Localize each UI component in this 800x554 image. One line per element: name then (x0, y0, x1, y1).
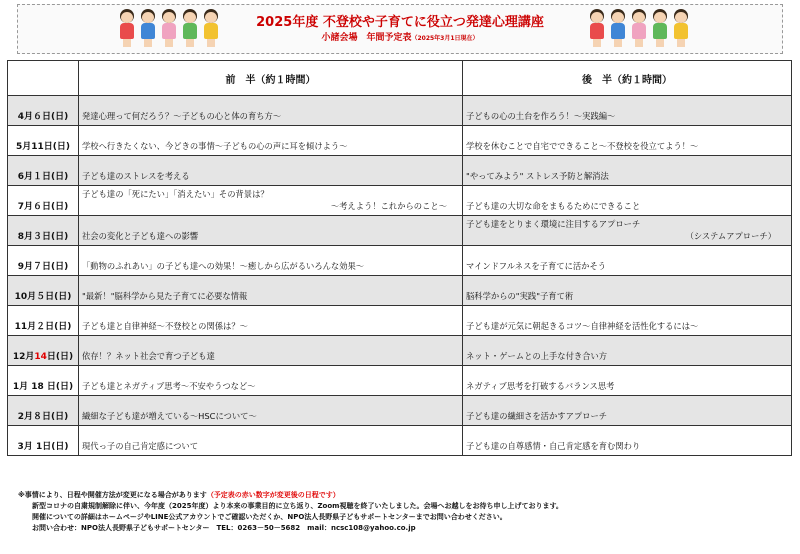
topic-line-continued: ～考えよう！これからのこと～ (330, 201, 447, 211)
topic-line-continued: （システムアプローチ） (685, 231, 776, 241)
first-half-topic: 子ども達と自律神経～不登校との関係は？～ (79, 306, 463, 336)
table-row (8, 426, 792, 456)
second-half-topic (463, 216, 792, 246)
topic-line: 子ども達の「死にたい」「消えたい」その背景は？ (82, 189, 269, 199)
note-details: 開催についての詳細はホームページやLINE公式アカウントでご確認いただくか、NPO法人長野県子どもサポートセンターまでお問い合わせください。 (32, 513, 507, 521)
second-half-topic: 子ども達の大切な命をまもるためにできること (463, 186, 792, 216)
second-half-topic: "やってみよう" ストレス予防と解消法 (463, 156, 792, 186)
first-half-topic: 社会の変化と子ども達への影響 (79, 216, 463, 246)
changed-day: 14 (34, 352, 47, 362)
note-change-notice (18, 490, 563, 501)
table-row (8, 186, 792, 216)
topic-line: 子ども達をとりまく環境に注目するアプローチ (466, 219, 641, 229)
session-date: 3月 1日(日) (8, 426, 79, 456)
first-half-topic: 現代っ子の自己肯定感について (79, 426, 463, 456)
table-row (8, 156, 792, 186)
table-row (8, 126, 792, 156)
table-row (8, 306, 792, 336)
table-row (8, 276, 792, 306)
note-text: ※事情により、日程や開催方法が変更になる場合があります (18, 491, 207, 499)
header-banner (17, 4, 783, 54)
first-half-topic: 子ども達のストレスを考える (79, 156, 463, 186)
table-row (8, 366, 792, 396)
as-of-date: （2025年3月1日現在） (411, 35, 479, 42)
session-date: 5月11日(日) (8, 126, 79, 156)
footer-notes (18, 490, 563, 534)
date-header (8, 61, 79, 96)
table-row (8, 336, 792, 366)
session-date: 11月２日(日) (8, 306, 79, 336)
second-half-header: 後 半（約１時間） (463, 61, 792, 96)
note-red-text: （予定表の赤い数字が変更後の日程です） (206, 491, 340, 499)
session-date: 2月８日(日) (8, 396, 79, 426)
second-half-topic: ネット・ゲームとの上手な付き合い方 (463, 336, 792, 366)
second-half-topic: 子ども達の自尊感情・自己肯定感を育む関わり (463, 426, 792, 456)
first-half-topic: 発達心理って何だろう？～子どもの心と体の育ち方～ (79, 96, 463, 126)
table-row (8, 246, 792, 276)
table-row (8, 396, 792, 426)
second-half-topic: 子ども達の繊細さを活かすアプローチ (463, 396, 792, 426)
table-header-row (8, 61, 792, 96)
session-date: 10月５日(日) (8, 276, 79, 306)
page-subtitle (18, 30, 782, 43)
date-month: 12月 (12, 352, 35, 362)
first-half-topic: "最新！"脳科学から見た子育てに必要な情報 (79, 276, 463, 306)
session-date: 4月６日(日) (8, 96, 79, 126)
second-half-topic: マインドフルネスを子育てに活かそう (463, 246, 792, 276)
session-date: 8月３日(日) (8, 216, 79, 246)
second-half-topic: 子どもの心の土台を作ろう！～実践編～ (463, 96, 792, 126)
date-weekday: 日(日) (46, 352, 74, 362)
session-date (8, 336, 79, 366)
first-half-header: 前 半（約１時間） (79, 61, 463, 96)
first-half-topic: 繊細な子ども達が増えている～HSCについて～ (79, 396, 463, 426)
second-half-topic: 子ども達が元気に朝起きるコツ～自律神経を活性化するには～ (463, 306, 792, 336)
second-half-topic: 脳科学からの"実践"子育て術 (463, 276, 792, 306)
note-contact: お問い合わせ：NPO法人長野県子どもサポートセンター TEL：0263－50－5682 mail：ncsc108@yahoo.co.jp (32, 524, 416, 532)
first-half-topic: 「動物のふれあい」の子ども達への効果！～癒しから広がるいろんな効果～ (79, 246, 463, 276)
page-title: 2025年度 不登校や子育てに役立つ発達心理講座 (256, 15, 544, 30)
first-half-topic: 子ども達とネガティブ思考～不安やうつなど～ (79, 366, 463, 396)
session-date: 6月１日(日) (8, 156, 79, 186)
first-half-topic: 依存！？ネット社会で育つ子ども達 (79, 336, 463, 366)
session-date: 7月６日(日) (8, 186, 79, 216)
schedule-table (7, 60, 792, 456)
first-half-topic: 学校へ行きたくない、今どきの事情～子どもの心の声に耳を傾けよう～ (79, 126, 463, 156)
venue-label: 小諸会場 年間予定表 (321, 33, 412, 43)
first-half-topic (79, 186, 463, 216)
note-zoom-ended: 新型コロナの自粛規制解除に伴い、今年度（2025年度）より本来の事業目的に立ち返り、Zoom視聴を終了いたしました。会場へお越しをお待ち申し上げております。 (32, 502, 563, 510)
second-half-topic: 学校を休むことで自宅でできること～不登校を役立てよう！～ (463, 126, 792, 156)
table-row (8, 96, 792, 126)
table-row (8, 216, 792, 246)
session-date: 9月７日(日) (8, 246, 79, 276)
second-half-topic: ネガティブ思考を打破するバランス思考 (463, 366, 792, 396)
session-date: 1月 18 日(日) (8, 366, 79, 396)
